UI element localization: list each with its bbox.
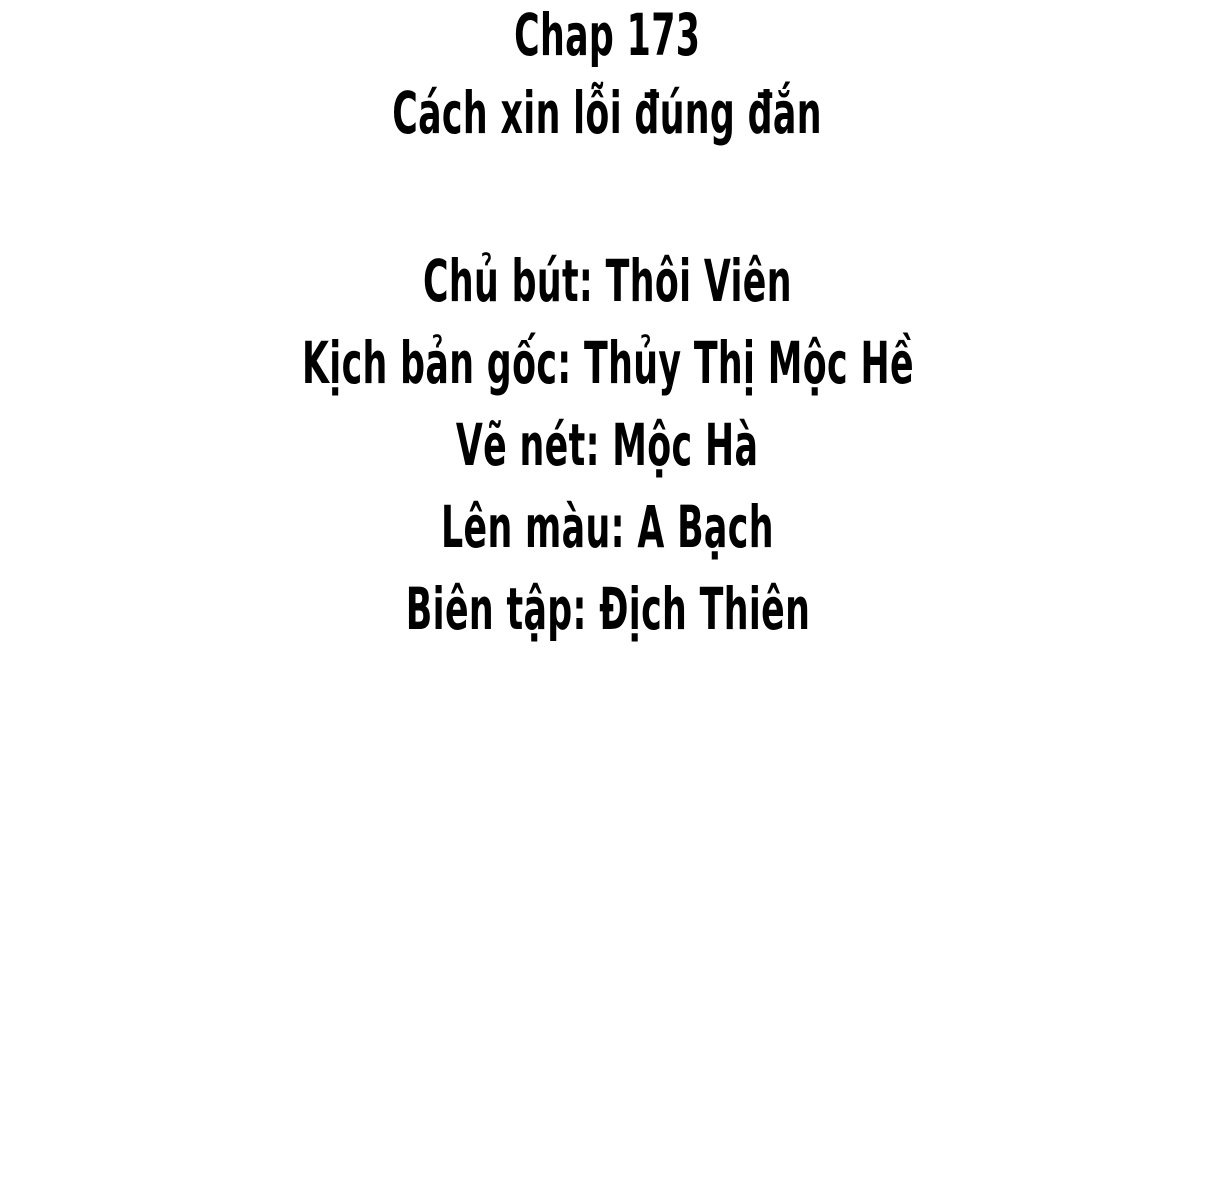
credit-line-line-art [0, 404, 1215, 486]
credits-block [0, 240, 1215, 650]
credit-text-editor: Biên tập: Địch Thiên [405, 575, 810, 643]
credit-text-original-script: Kịch bản gốc: Thủy Thị Mộc Hề [301, 329, 914, 397]
chapter-number-line [0, 0, 1215, 74]
title-block [0, 0, 1215, 152]
credit-line-chief-editor [0, 240, 1215, 322]
chapter-number: Chap 173 [514, 1, 701, 69]
credit-text-chief-editor: Chủ bút: Thôi Viên [423, 247, 792, 315]
credit-text-line-art: Vẽ nét: Mộc Hà [456, 411, 759, 479]
credit-line-editor [0, 568, 1215, 650]
credit-line-original-script [0, 322, 1215, 404]
credit-line-coloring [0, 486, 1215, 568]
chapter-title: Cách xin lỗi đúng đắn [392, 79, 823, 147]
credit-text-coloring: Lên màu: A Bạch [441, 493, 774, 561]
chapter-title-line [0, 74, 1215, 152]
